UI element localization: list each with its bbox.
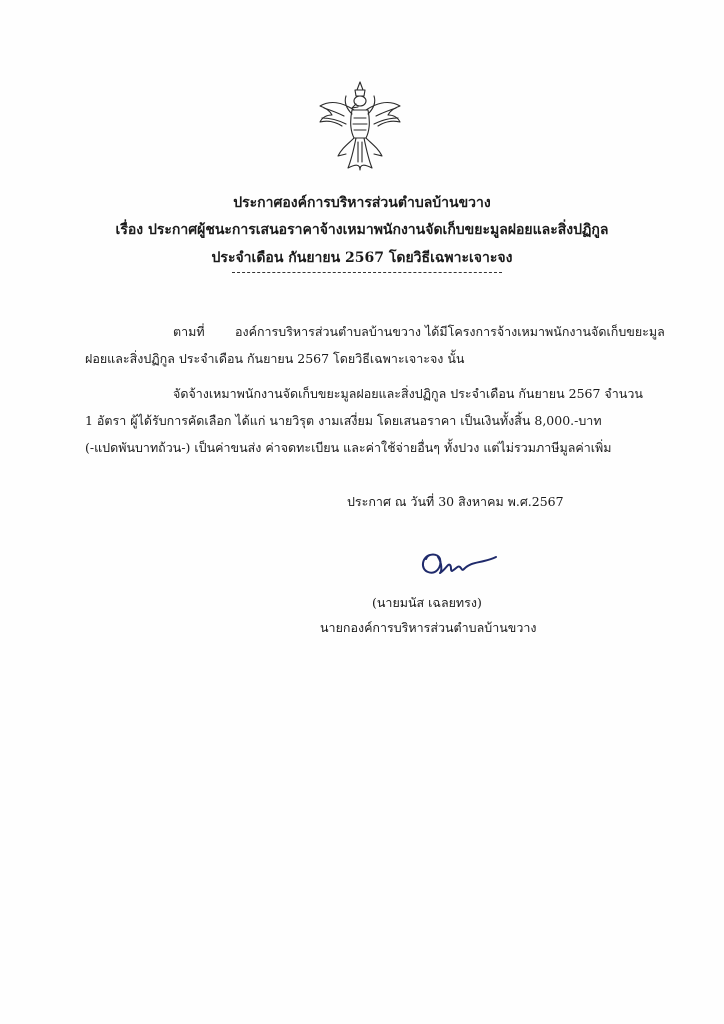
org-announcement-heading: ประกาศองค์การบริหารส่วนตำบลบ้านขวาง bbox=[233, 195, 491, 211]
para2-line3: (-แปดพันบาทถ้วน-) เป็นค่าขนส่ง ค่าจดทะเบียน และค่าใช้จ่ายอื่นๆ ทั้งปวง แต่ไม่รวมภาษีมูลค่าเพิ่ม bbox=[85, 440, 612, 455]
para1-line1: องค์การบริหารส่วนตำบลบ้านขวาง ได้มีโครงการจ้างเหมาพนักงานจัดเก็บขยะมูล bbox=[235, 324, 665, 339]
announcement-date: ประกาศ ณ วันที่ 30 สิงหาคม พ.ศ.2567 bbox=[347, 494, 564, 509]
period-heading: ประจำเดือน กันยายน 2567 โดยวิธีเฉพาะเจาะจง bbox=[211, 250, 513, 266]
garuda-emblem-icon bbox=[312, 78, 408, 174]
signature-image bbox=[416, 545, 500, 581]
signatory-name: (นายมนัส เฉลยทรง) bbox=[372, 595, 482, 610]
para2-line1: จัดจ้างเหมาพนักงานจัดเก็บขยะมูลฝอยและสิ่งปฏิกูล ประจำเดือน กันยายน 2567 จำนวน bbox=[173, 386, 643, 401]
para1-line2: ฝอยและสิ่งปฏิกูล ประจำเดือน กันยายน 2567 โดยวิธีเฉพาะเจาะจง นั้น bbox=[85, 351, 465, 366]
subject-heading: เรื่อง ประกาศผู้ชนะการเสนอราคาจ้างเหมาพนักงานจัดเก็บขยะมูลฝอยและสิ่งปฏิกูล bbox=[115, 222, 609, 238]
signatory-position: นายกองค์การบริหารส่วนตำบลบ้านขวาง bbox=[320, 620, 537, 635]
para2-line2: 1 อัตรา ผู้ได้รับการคัดเลือก ได้แก่ นายวิรุต งามเสงี่ยม โดยเสนอราคา เป็นเงินทั้งสิ้น 8,000.-บาท bbox=[85, 413, 602, 428]
header-divider bbox=[232, 272, 502, 273]
para1-lead: ตามที่ bbox=[173, 324, 205, 339]
